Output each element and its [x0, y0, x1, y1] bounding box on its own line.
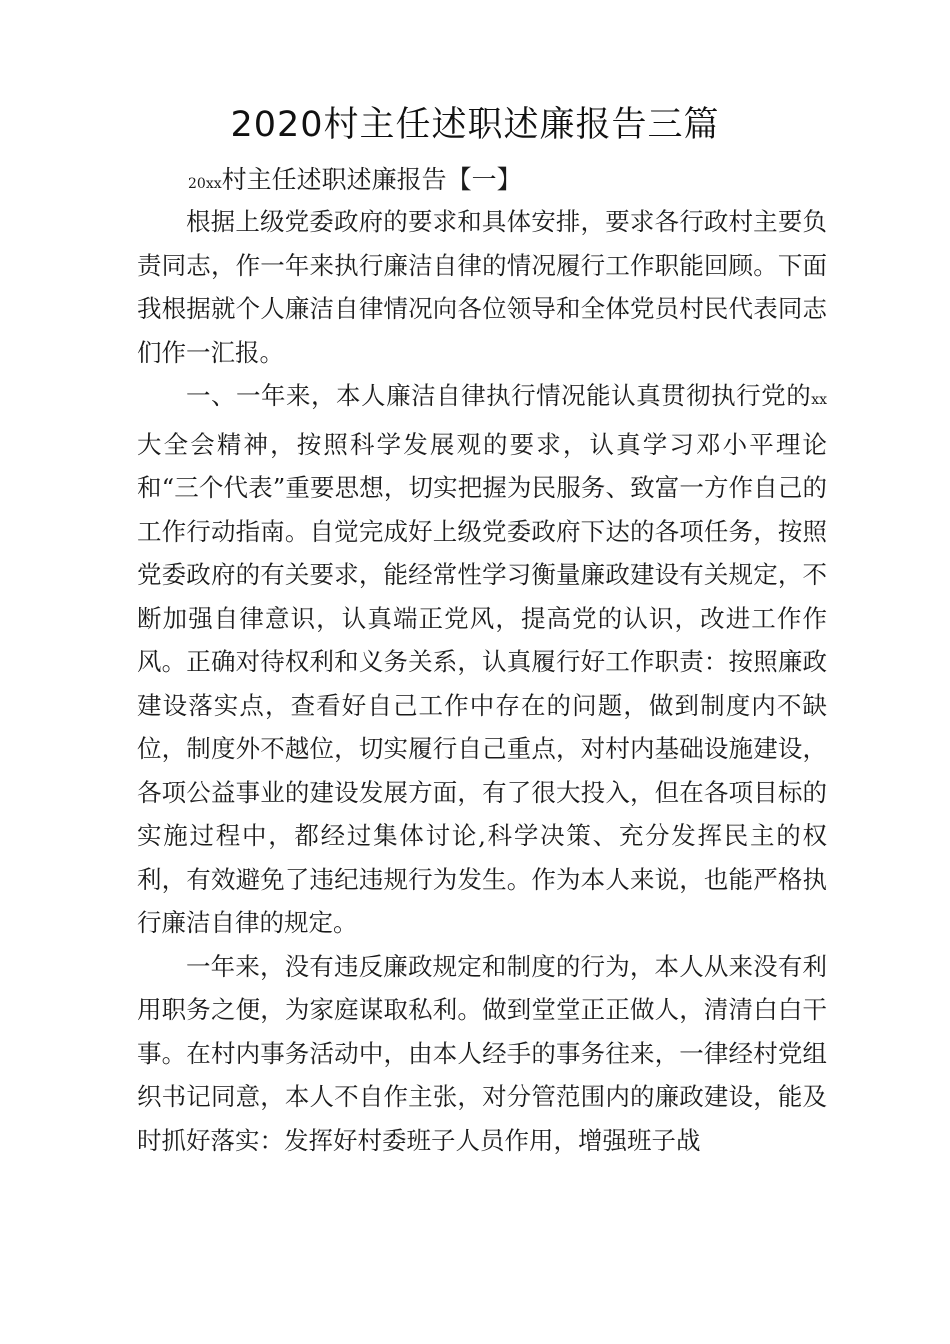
section-heading-year: 20xx: [188, 176, 222, 192]
paragraph-intro: 根据上级党委政府的要求和具体安排，要求各行政村主要负责同志，作一年来执行廉洁自律的情况履行工作职能回顾。下面我根据就个人廉洁自律情况向各位领导和全体党员村民代表同志们作一汇报。: [137, 207, 827, 367]
paragraph-section-one-small: xx: [811, 392, 827, 408]
paragraph-section-one-part2: 大全会精神，按照科学发展观的要求，认真学习邓小平理论和“三个代表”重要思想，切实把握为民服务、致富一方作自己的工作行动指南。自觉完成好上级党委政府下达的各项任务，按照党委政府的有关要求，能经常性学习衡量廉政建设有关规定，不断加强自律意识，认真端正党风，提高党的认识，改进工作作风。正确对待权利和义务关系，认真履行好工作职责：按照廉政建设落实点，查看好自己工作中存在的问题，做到制度内不缺位，制度外不越位，切实履行自己重点，对村内基础设施建设，各项公益事业的建设发展方面，有了很大投入，但在各项目标的实施过程中，都经过集体讨论,科学决策、充分发挥民主的权利，有效避免了违纪违规行为发生。作为本人来说，也能严格执行廉洁自律的规定。: [137, 429, 827, 937]
paragraph-year-review: 一年来，没有违反廉政规定和制度的行为，本人从来没有利用职务之便，为家庭谋取私利。做到堂堂正正做人，清清白白干事。在村内事务活动中，由本人经手的事务往来，一律经村党组织书记同意，本人不自作主张，对分管范围内的廉政建设，能及时抓好落实：发挥好村委班子人员作用，增强班子战: [137, 951, 827, 1155]
section-heading: [188, 158, 522, 206]
document-body: [137, 200, 827, 1162]
document-title: 2020村主任述职述廉报告三篇: [230, 105, 720, 145]
paragraph-section-one: [137, 374, 827, 945]
section-heading-text: 村主任述职述廉报告【一】: [221, 165, 522, 194]
paragraph-section-one-part1: 一、一年来，本人廉洁自律执行情况能认真贯彻执行党的: [186, 381, 812, 410]
